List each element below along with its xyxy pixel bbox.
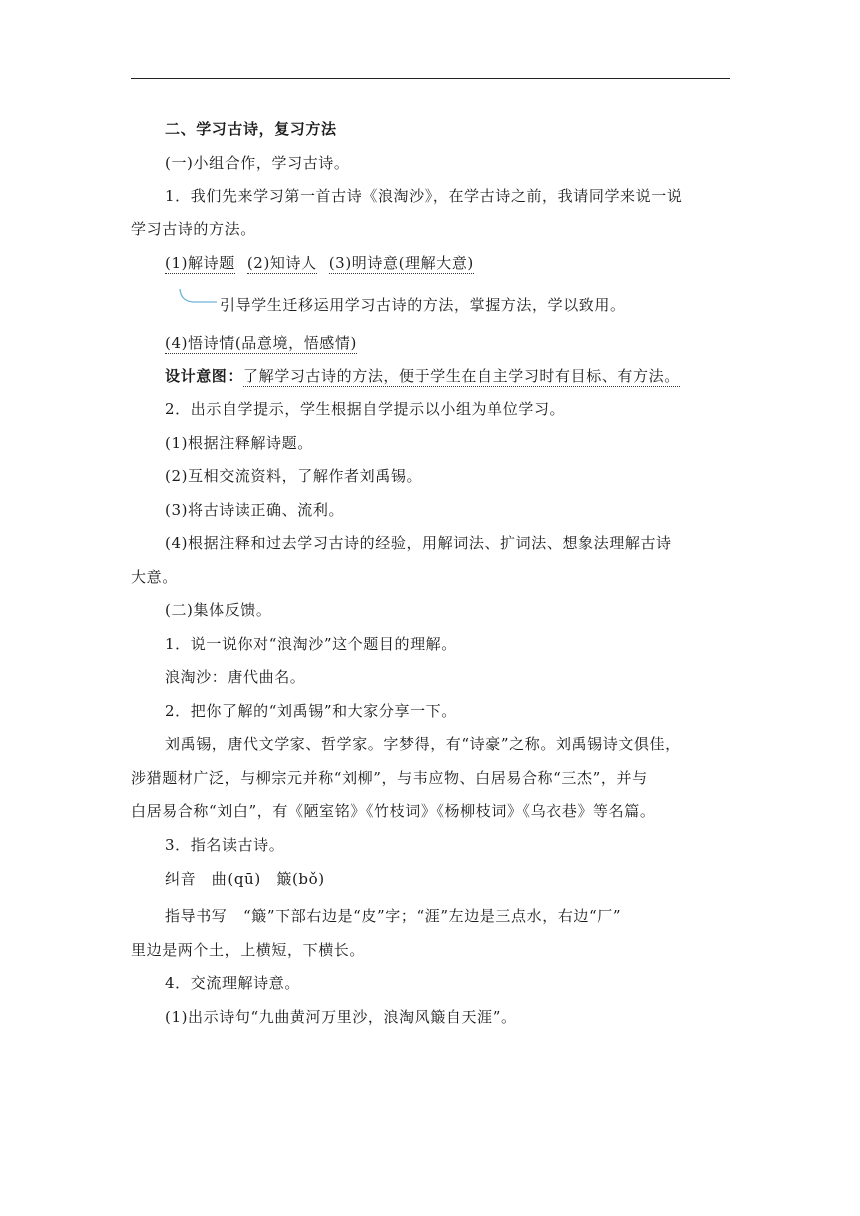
design-intent-text: 了解学习古诗的方法，便于学生在自主学习时有目标、有方法。 [243, 367, 680, 385]
methods-row [165, 253, 474, 273]
method-1: (1)解诗题 [165, 254, 235, 272]
bio-line-2: 涉猎题材广泛，与柳宗元并称“刘柳”，与韦应物、白居易合称“三杰”，并与 [131, 769, 648, 787]
paragraph-2: 2．出示自学提示，学生根据自学提示以小组为单位学习。 [165, 400, 566, 418]
tip-3: (3)将古诗读正确、流利。 [165, 501, 345, 519]
feedback-4-sub-1: (1)出示诗句“九曲黄河万里沙，浪淘风簸自天涯”。 [165, 1008, 517, 1026]
pronunciation-note: 纠音 曲(qū) 簸(bǒ) [165, 870, 325, 888]
method-3: (3)明诗意(理解大意) [328, 254, 474, 272]
margin-note-bracket-icon [177, 287, 221, 307]
feedback-3: 3．指名读古诗。 [165, 836, 285, 854]
method-2: (2)知诗人 [246, 254, 317, 272]
paragraph-1-line-1: 1．我们先来学习第一首古诗《浪淘沙》，在学古诗之前，我请同学来说一说 [165, 187, 683, 205]
bio-line-1: 刘禹锡，唐代文学家、哲学家。字梦得，有“诗豪”之称。刘禹锡诗文俱佳， [165, 735, 681, 753]
feedback-2: 2．把你了解的“刘禹锡”和大家分享一下。 [165, 702, 457, 720]
feedback-1: 1．说一说你对“浪淘沙”这个题目的理解。 [165, 635, 457, 653]
writing-guide-line-2: 里边是两个土，上横短，下横长。 [131, 941, 366, 959]
method-4: (4)悟诗情(品意境，悟感情) [165, 334, 357, 352]
tip-2: (2)互相交流资料，了解作者刘禹锡。 [165, 467, 423, 485]
tip-1: (1)根据注释解诗题。 [165, 434, 313, 452]
subheading-group-study: (一)小组合作，学习古诗。 [165, 154, 350, 172]
margin-note: 引导学生迁移运用学习古诗的方法，掌握方法，学以致用。 [220, 296, 626, 314]
tip-4-line-1: (4)根据注释和过去学习古诗的经验，用解词法、扩词法、想象法理解古诗 [165, 534, 672, 552]
bio-line-3: 白居易合称“刘白”，有《陋室铭》《竹枝词》《杨柳枝词》《乌衣巷》等名篇。 [131, 802, 656, 820]
subheading-feedback: (二)集体反馈。 [165, 601, 272, 619]
paragraph-1-line-2: 学习古诗的方法。 [131, 220, 256, 238]
section-title: 二、学习古诗，复习方法 [165, 120, 337, 138]
design-intent-label: 设计意图： [165, 367, 244, 385]
design-intent [165, 366, 680, 386]
feedback-1-answer: 浪淘沙：唐代曲名。 [165, 668, 306, 686]
tip-4-line-2: 大意。 [131, 568, 178, 586]
writing-guide-line-1: 指导书写 “簸”下部右边是“皮”字；“涯”左边是三点水，右边“厂” [165, 907, 622, 925]
method-4-row [165, 333, 357, 353]
feedback-4: 4．交流理解诗意。 [165, 974, 300, 992]
header-rule [131, 78, 730, 79]
